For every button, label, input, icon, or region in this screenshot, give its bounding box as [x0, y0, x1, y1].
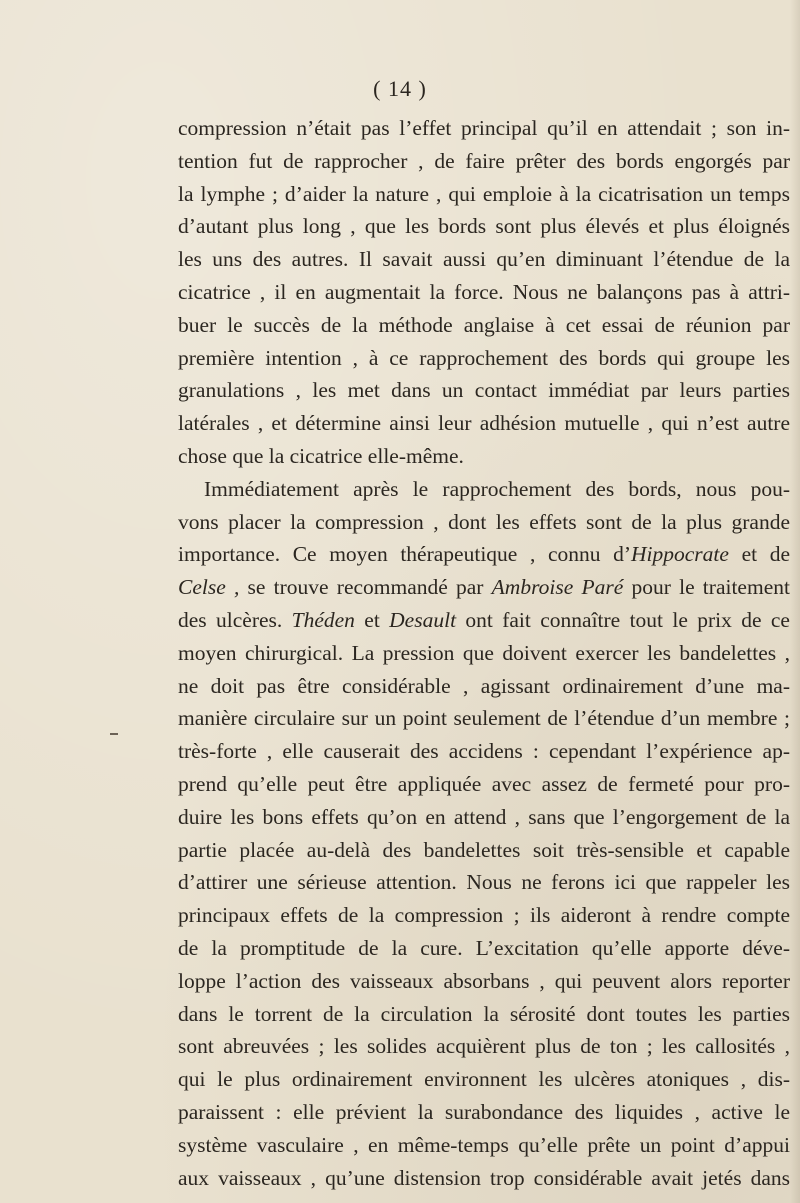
text-line: qui le plus ordinairement environnent les ulcères atoniques , dis-	[178, 1067, 790, 1092]
page-number: ( 14 )	[373, 76, 427, 101]
author-name-italic: Hippocrate	[631, 542, 729, 567]
text-line: système vasculaire , en même-temps qu’elle prête un point d’appui	[178, 1132, 790, 1157]
text-line: principaux effets de la compression ; ils aideront à rendre compte	[178, 903, 790, 928]
text-line: prend qu’elle peut être appliquée avec assez de fermeté pour pro-	[178, 771, 790, 796]
text-line: cicatrice , il en augmentait la force. Nous ne balançons pas à attri-	[178, 279, 790, 304]
text-line: importance. Ce moyen thérapeutique , connu d’Hippocrate et de	[178, 542, 790, 567]
text-line: les uns des autres. Il savait aussi qu’en diminuant l’étendue de la	[178, 247, 790, 272]
text-line: Celse , se trouve recommandé par Ambroise Paré pour le traitement	[178, 575, 790, 600]
text-line: dans le torrent de la circulation la sérosité dont toutes les parties	[178, 1001, 790, 1026]
text-line: première intention , à ce rapprochement des bords qui groupe les	[178, 345, 790, 370]
author-name-italic: Desault	[389, 607, 457, 632]
text-line: aux vaisseaux , qu’une distension trop considérable avait jetés dans	[178, 1165, 790, 1190]
author-name-italic: Celse ,	[178, 575, 240, 600]
text-line: partie placée au-delà des bandelettes soit très-sensible et capable	[178, 837, 790, 862]
text-line: très-forte , elle causerait des accidens : cependant l’expérience ap-	[178, 739, 790, 764]
text-line: d’attirer une sérieuse attention. Nous ne ferons ici que rappeler les	[178, 870, 790, 895]
text-line: la lymphe ; d’aider la nature , qui emploie à la cicatrisation un temps	[178, 181, 790, 206]
text-line: paraissent : elle prévient la surabondance des liquides , active le	[178, 1099, 790, 1124]
text-line: moyen chirurgical. La pression que doivent exercer les bandelettes ,	[178, 640, 790, 665]
body-text	[178, 112, 790, 1194]
text-line: loppe l’action des vaisseaux absorbans , qui peuvent alors reporter	[178, 968, 790, 993]
paragraph-start-line: Immédiatement après le rapprochement des bords, nous pou-	[204, 476, 790, 501]
text-line: ne doit pas être considérable , agissant ordinairement d’une ma-	[178, 673, 790, 698]
text-line: compression n’était pas l’effet principal qu’il en attendait ; son in-	[178, 116, 790, 140]
text-line: vons placer la compression , dont les effets sont de la plus grande	[178, 509, 790, 534]
margin-mark	[110, 733, 118, 735]
page-edge-shadow	[790, 0, 800, 1203]
text-line: tention fut de rapprocher , de faire prêter des bords engorgés par	[178, 148, 790, 173]
text-line: granulations , les met dans un contact immédiat par leurs parties	[178, 378, 790, 403]
text-line: des ulcères. Théden et Desault ont fait connaître tout le prix de ce	[178, 607, 790, 632]
text-line: latérales , et détermine ainsi leur adhésion mutuelle , qui n’est autre	[178, 411, 790, 436]
text-line: duire les bons effets qu’on en attend , sans que l’engorgement de la	[178, 804, 790, 829]
text-line: sont abreuvées ; les solides acquièrent plus de ton ; les callosités ,	[178, 1034, 790, 1059]
author-name-italic: Théden	[291, 607, 355, 632]
text-line: manière circulaire sur un point seulement de l’étendue d’un membre ;	[178, 706, 790, 731]
text-line: buer le succès de la méthode anglaise à cet essai de réunion par	[178, 312, 790, 337]
author-name-italic: Ambroise Paré	[491, 575, 624, 600]
text-line: d’autant plus long , que les bords sont plus élevés et plus éloignés	[178, 214, 790, 239]
text-line: de la promptitude de la cure. L’excitation qu’elle apporte déve-	[178, 935, 790, 960]
text-line: chose que la cicatrice elle-même.	[178, 443, 464, 468]
